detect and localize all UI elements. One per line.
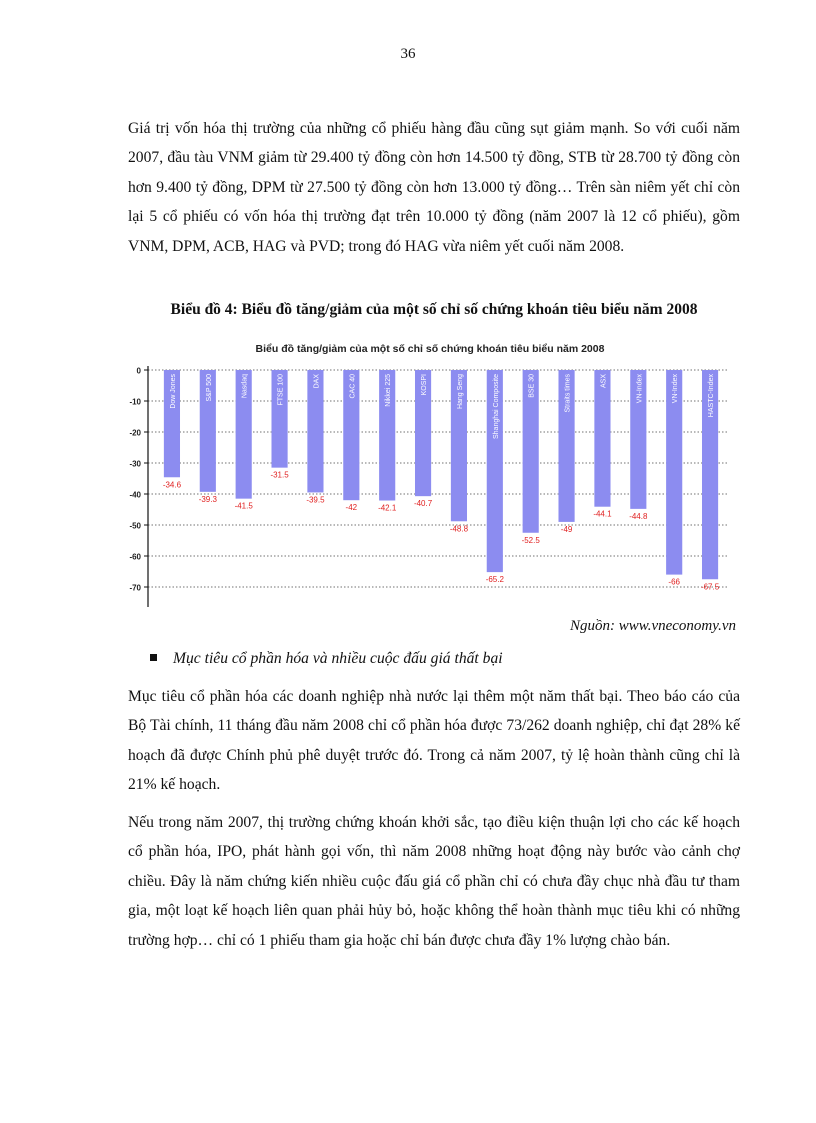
- bar-category-label: HASTC-Index: [708, 374, 716, 418]
- bar-value-label: -67.5: [700, 582, 720, 592]
- paragraph-market-cap: Giá trị vốn hóa thị trường của những cổ phiếu hàng đầu cũng sụt giảm mạnh. So với cuối năm 2007, đầu tàu VNM giảm từ 29.400 tỷ đồng còn hơn 14.500 tỷ đồng, STB từ 28.700 tỷ đồng còn hơn 9.400 tỷ đồng, DPM từ 27.500 tỷ đồng còn hơn 13.000 tỷ đồng… Trên sàn niêm yết chỉ còn lại 5 cổ phiếu có vốn hóa thị trường đạt trên 10.000 tỷ đồng (năm 2007 là 12 cổ phiếu), gồm VNM, DPM, ACB, HAG và PVD; trong đó HAG vừa niêm yết cuối năm 2008.: [128, 120, 740, 255]
- page-number: 36: [400, 46, 416, 62]
- bullet-heading-row: [150, 650, 503, 668]
- bar-value-label: -42: [345, 503, 358, 513]
- source-note: Nguồn: www.vneconomy.vn: [570, 618, 736, 634]
- bar-category-label: Nasdaq: [241, 374, 249, 399]
- square-bullet-icon: [150, 654, 157, 661]
- bar-category-label: BSE 30: [528, 374, 536, 398]
- y-tick-label: -10: [129, 397, 141, 407]
- bar-category-label: CAC 40: [349, 374, 357, 399]
- bar-category-label: KOSPI: [421, 374, 429, 396]
- bar-value-label: -52.5: [521, 535, 540, 545]
- bar-category-label: S&P 500: [205, 374, 213, 402]
- bar-value-label: -65.2: [485, 575, 504, 585]
- bar-value-label: -66: [668, 577, 680, 587]
- bar-chart: [118, 335, 742, 607]
- bar-category-label: Hang Seng: [456, 374, 464, 410]
- bar-category-label: FTSE 100: [277, 374, 285, 406]
- y-tick-label: -50: [129, 521, 141, 531]
- bar-category-label: Straits times: [564, 374, 572, 413]
- y-tick-label: -20: [129, 428, 141, 438]
- y-tick-label: -40: [129, 490, 141, 500]
- figure-caption: Biểu đồ 4: Biểu đồ tăng/giảm của một số chỉ số chứng khoán tiêu biểu năm 2008: [170, 301, 698, 318]
- bar-value-label: -34.6: [162, 480, 182, 490]
- bar-value-label: -41.5: [234, 501, 253, 511]
- bar-category-label: Shanghai Composite: [492, 374, 500, 439]
- bar-value-label: -42.1: [378, 503, 397, 513]
- y-tick-label: 0: [136, 366, 141, 376]
- y-tick-label: -30: [129, 459, 141, 469]
- y-tick-label: -60: [129, 552, 141, 562]
- bar-value-label: -44.1: [593, 509, 612, 519]
- bar-category-label: ASX: [600, 374, 608, 389]
- bar-value-label: -48.8: [449, 524, 469, 534]
- chart-title: Biểu đồ tăng/giảm của một số chỉ số chứng khoán tiêu biểu năm 2008: [255, 343, 605, 355]
- bar-value-label: -39.3: [198, 494, 217, 504]
- bar-value-label: -31.5: [270, 470, 289, 480]
- bar-category-label: DAX: [313, 374, 321, 389]
- bar-category-label: Dow Jones: [169, 374, 177, 409]
- bar-value-label: -44.8: [629, 511, 648, 521]
- bar-category-label: VN-Index: [636, 374, 644, 404]
- bar: [594, 370, 610, 507]
- bullet-heading: Mục tiêu cổ phần hóa và nhiều cuộc đấu giá thất bại: [173, 650, 503, 667]
- bar-value-label: -40.7: [413, 499, 433, 509]
- paragraph-auctions: Nếu trong năm 2007, thị trường chứng khoán khởi sắc, tạo điều kiện thuận lợi cho các kế hoạch cổ phần hóa, IPO, phát hành gọi vốn, thì năm 2008 những hoạt động này bước vào cảnh chợ chiều. Đây là năm chứng kiến nhiều cuộc đấu giá cổ phần chỉ có chưa đầy chục nhà đầu tư tham gia, một loạt kế hoạch liên quan phải hủy bỏ, hoặc không thể hoàn thành mục tiêu khi có những trường hợp… chỉ có 1 phiếu tham gia hoặc chỉ bán được chưa đầy 1% lượng chào bán.: [128, 814, 740, 949]
- bar-category-label: Nikkei 225: [385, 374, 393, 407]
- bar-value-label: -39.5: [306, 495, 325, 505]
- paragraph-equitization: Mục tiêu cổ phần hóa các doanh nghiệp nhà nước lại thêm một năm thất bại. Theo báo cáo của Bộ Tài chính, 11 tháng đầu năm 2008 chỉ cổ phần hóa được 73/262 doanh nghiệp, chỉ đạt 28% kế hoạch đã được Chính phủ phê duyệt trước đó. Trong cả năm 2007, tỷ lệ hoàn thành cũng chỉ là 21% kế hoạch.: [128, 688, 740, 794]
- bar-category-label: VN-Index: [672, 374, 680, 404]
- y-tick-label: -70: [129, 583, 141, 593]
- bar-value-label: -49: [560, 524, 573, 534]
